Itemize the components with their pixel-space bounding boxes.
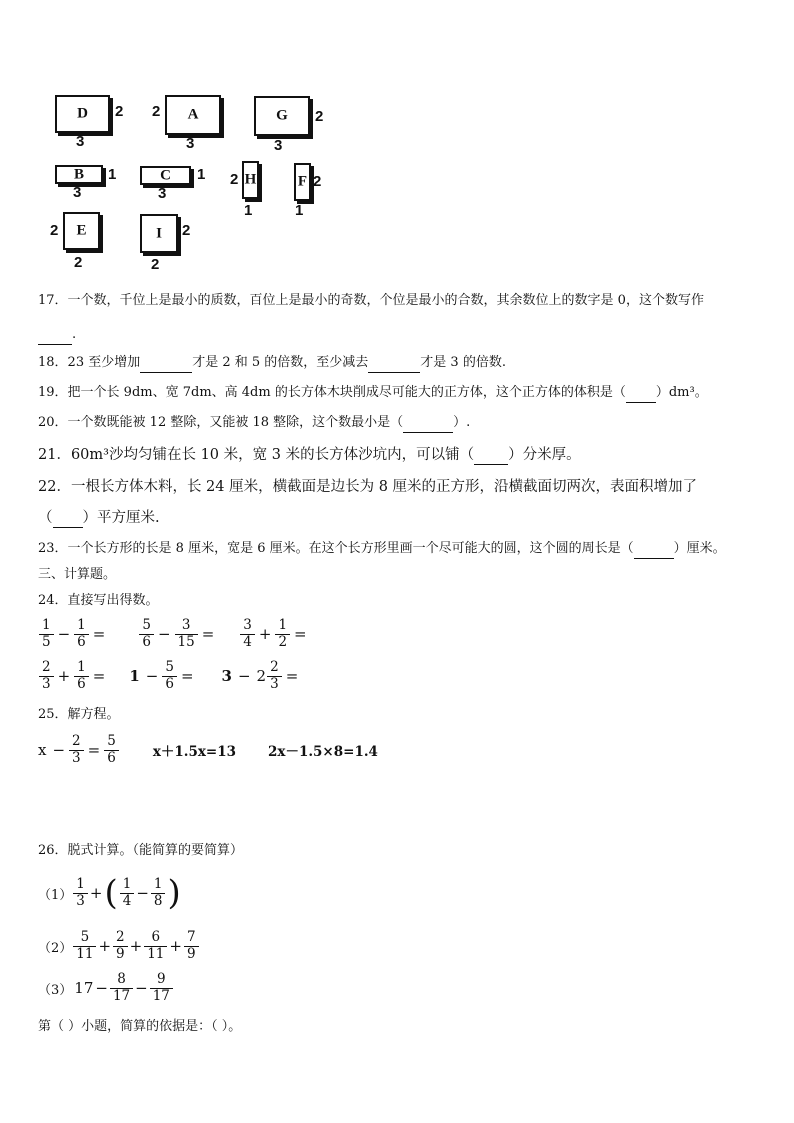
expression [138,618,217,650]
fraction: $\frac{2}{9}$ [113,930,128,962]
fraction: $\frac{3}{4}$ [240,618,255,650]
operator: − [237,667,251,685]
fraction: $\frac{5}{6}$ [139,618,154,650]
rect-side-label: 2 [230,171,239,188]
rect-label: E [76,222,87,239]
fraction: $\frac{1}{8}$ [151,877,166,909]
operator: + [169,937,182,955]
question-22 [38,478,697,496]
operator: + [129,937,143,955]
mixed-whole: 2 [256,667,267,685]
question-18 [38,354,506,373]
operator: + [98,937,112,955]
q18-part-b: 才是 2 和 5 的倍数，至少减去 [192,355,369,370]
expression [38,618,108,650]
answer-blank[interactable] [634,540,674,559]
fraction: $\frac{9}{17}$ [150,972,173,1004]
rect-label: C [160,167,171,183]
rect-bottom-label: 2 [74,254,83,271]
fraction: $\frac{1}{5}$ [39,618,54,650]
fraction: $\frac{1}{4}$ [120,877,135,909]
left-paren: ( [104,873,118,913]
q18-part-c: 才是 3 的倍数. [420,355,506,370]
operator: + [57,667,71,685]
answer-blank[interactable] [626,384,656,403]
part-label: （2） [38,940,73,956]
whole-number: 17 [74,979,94,997]
operator: − [145,667,159,685]
fraction: $\frac{6}{11}$ [144,930,167,962]
rect-bottom-label: 3 [186,135,195,152]
rect-label: D [77,105,88,122]
fraction: $\frac{8}{17}$ [110,972,133,1004]
rect-side-label: 1 [108,166,117,183]
rect-bottom-label: 3 [274,137,283,154]
operator: + [89,884,103,902]
rect-bottom-label: 2 [151,256,160,273]
equals-sign: = [180,667,194,685]
operator: + [258,625,272,643]
expression [239,618,309,650]
expression [126,660,196,692]
q26-footer: 第（ ）小题，简算的依据是：（ ）。 [38,1019,242,1034]
rect-bottom-label: 3 [76,133,85,150]
q21-part-a: 21．60m³沙均匀铺在长 10 米，宽 3 米的长方体沙坑内，可以铺（ [38,447,475,463]
answer-blank[interactable] [403,414,453,433]
q22-part-a: 22．一根长方体木料，长 24 厘米，横截面是边长为 8 厘米的正方形，沿横截面切两次，表面积增加了 [38,479,698,495]
rect-label: F [297,173,308,190]
question-24-title: 24．直接写出得数。 [38,593,159,608]
rect-f [294,163,311,201]
fraction: $\frac{5}{6}$ [104,734,119,766]
whole-number: 3 [221,667,232,685]
q22-part-c: ）平方厘米. [82,510,160,526]
q20-part-a: 20．一个数既能被 12 整除，又能被 18 整除，这个数最小是（ [38,415,404,430]
rect-e [63,212,100,250]
q26-part-1 [38,873,182,913]
fraction: $\frac{1}{6}$ [74,660,89,692]
q23-part-a: 23．一个长方形的长是 8 厘米，宽是 6 厘米。在这个长方形里画一个尽可能大的圆，这个圆的周长是（ [38,541,634,556]
rect-h [242,161,259,199]
q24-row-2 [38,660,323,692]
operator: − [157,625,171,643]
expression [38,660,108,692]
equals-sign: = [201,625,215,643]
right-paren: ) [167,873,181,913]
equals-sign: = [285,667,299,685]
answer-blank[interactable] [140,354,192,373]
q24-row-1 [38,618,332,650]
q22-part-b: （ [38,510,53,526]
question-20 [38,414,470,433]
rect-label: G [276,107,288,124]
q25-equations [38,734,403,766]
answer-blank[interactable] [38,326,72,345]
fraction: $\frac{1}{3}$ [73,877,88,909]
part-label: （3） [38,982,73,998]
question-17-answer-line [38,326,76,345]
fraction: $\frac{1}{2}$ [275,618,290,650]
equation [38,734,120,766]
rect-bottom-label: 3 [73,184,82,201]
equation [150,740,239,760]
fraction: $\frac{7}{9}$ [184,930,199,962]
rect-i [140,214,178,253]
equation-text: x＋1.5x=13 [152,744,236,760]
equals-sign: = [87,741,101,759]
question-22-cont [38,509,160,528]
question-19 [38,384,708,403]
question-17-text: 17．一个数，千位上是最小的质数，百位上是最小的奇数，个位是最小的合数，其余数位上的数字是 0，这个数写作 [38,293,704,308]
fraction: $\frac{5}{11}$ [73,930,96,962]
q20-part-b: ）. [453,415,471,430]
fraction: $\frac{2}{3}$ [69,734,84,766]
rect-g [254,96,310,136]
rect-label: H [244,171,257,188]
variable: x [38,741,47,759]
rect-label: A [187,106,199,123]
rect-side-label: 2 [115,103,124,120]
rect-side-label: 2 [50,222,59,239]
operator: − [95,979,108,997]
equation [265,740,381,760]
period: . [72,327,77,342]
fraction: $\frac{5}{6}$ [162,660,177,692]
answer-blank[interactable] [474,446,508,465]
part-label: （1） [38,887,73,903]
rect-b [55,165,103,184]
equals-sign: = [92,667,106,685]
q19-part-a: 19．把一个长 9dm、宽 7dm、高 4dm 的长方体木块削成尽可能大的正方体，这个正方体的体积是（ [38,385,626,400]
operator: − [57,625,71,643]
q19-part-b: ）dm³。 [655,385,708,400]
answer-blank[interactable] [368,354,420,373]
operator: − [52,741,66,759]
rect-d [55,95,110,133]
answer-blank[interactable] [53,509,83,528]
rect-label: I [156,225,162,241]
rect-bottom-label: 1 [244,202,253,219]
fraction: $\frac{2}{3}$ [39,660,54,692]
rect-c [140,166,191,185]
operator: − [135,979,148,997]
question-17 [38,292,704,310]
expression [219,660,302,692]
fraction: $\frac{1}{6}$ [74,618,89,650]
question-25-title: 25．解方程。 [38,707,120,722]
q18-part-a: 18．23 至少增加 [38,355,141,370]
rect-side-label: 2 [313,173,322,190]
q26-part-3 [38,972,174,1004]
rect-side-label: 1 [197,166,206,183]
fraction: $\frac{2}{3}$ [267,660,282,692]
fraction: $\frac{3}{15}$ [175,618,198,650]
section-3-heading: 三、计算题。 [38,567,117,582]
rect-label: B [73,166,84,182]
question-21 [38,446,581,465]
whole-number: 1 [129,667,140,685]
rect-bottom-label: 1 [295,202,304,219]
question-23 [38,540,726,559]
q26-part-2 [38,930,200,962]
q23-part-b: ）厘米。 [673,541,726,556]
rect-side-label: 2 [152,103,161,120]
equals-sign: = [92,625,106,643]
rect-a [165,95,221,135]
rect-side-label: 2 [182,222,191,239]
equals-sign: = [294,625,307,643]
q21-part-b: ）分米厚。 [508,447,581,463]
question-26-title: 26．脱式计算。（能简算的要简算） [38,843,244,858]
operator: − [136,884,149,902]
rect-side-label: 2 [315,108,324,125]
equation-text: 2x－1.5×8=1.4 [268,744,378,760]
rect-bottom-label: 3 [158,185,167,202]
